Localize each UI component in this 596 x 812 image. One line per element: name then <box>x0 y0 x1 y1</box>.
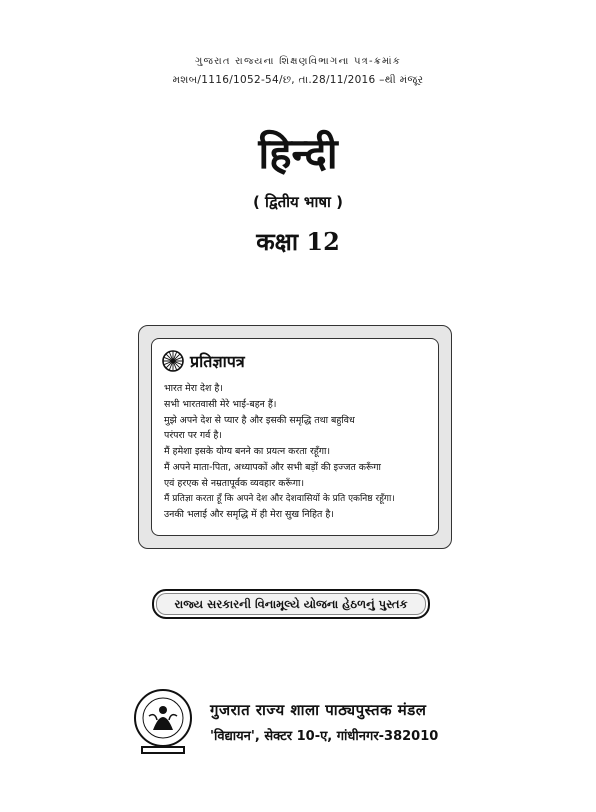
book-title: हिन्दी <box>258 129 338 178</box>
pledge-line: मैं प्रतिज्ञा करता हूँ कि अपने देश और देशवासियों के प्रति एकनिष्ठ रहूँगा। <box>164 493 395 504</box>
pledge-line: उनकी भलाई और समृद्धि में ही मेरा सुख निहित है। <box>164 509 334 521</box>
pledge-line: मुझे अपने देश से प्यार है और इसकी समृद्धि तथा बहुविध <box>164 414 355 426</box>
pledge-box <box>138 325 452 549</box>
publisher-name: गुजरात राज्य शाला पाठ्यपुस्तक मंडल <box>210 701 427 719</box>
publisher-address: 'विद्यायन', सेक्टर 10-ए, गांधीनगर-382010 <box>210 729 439 744</box>
ashoka-chakra-icon <box>162 350 184 372</box>
pledge-line: परंपरा पर गर्व है। <box>164 430 222 442</box>
approval-line-1: ગુજરાત રાજ્યના શિક્ષણવિભાગના પત્ર-ક્રમાંક <box>194 56 402 67</box>
pledge-text <box>164 381 434 523</box>
pledge-line: भारत मेरा देश है। <box>164 383 223 394</box>
pledge-line: एवं हरएक से नम्रतापूर्वक व्यवहार करूँगा। <box>164 477 304 489</box>
free-book-badge: રાજ્ય સરકારની વિનામૂલ્યે યોજના હેઠળનું પુસ્તક <box>152 589 430 619</box>
pledge-line: सभी भारतवासी मेरे भाई-बहन हैं। <box>164 398 277 410</box>
pledge-line: मैं अपने माता-पिता, अध्यापकों और सभी बड़ों की इज्जत करूँगा <box>164 461 381 473</box>
pledge-header <box>162 348 245 374</box>
book-subtitle: ( द्वितीय भाषा ) <box>252 193 343 211</box>
class-label: कक्षा 12 <box>256 227 340 256</box>
pledge-panel <box>151 338 439 536</box>
gujarat-textbook-board-emblem-icon <box>127 686 199 758</box>
pledge-line: मैं हमेशा इसके योग्य बनने का प्रयत्न करता रहूँगा। <box>164 446 331 458</box>
pledge-title: प्रतिज्ञापत्र <box>190 352 245 371</box>
approval-line-2: મશબ/1116/1052-54/છ, તા.28/11/2016 –થી મંજૂર <box>172 74 424 86</box>
